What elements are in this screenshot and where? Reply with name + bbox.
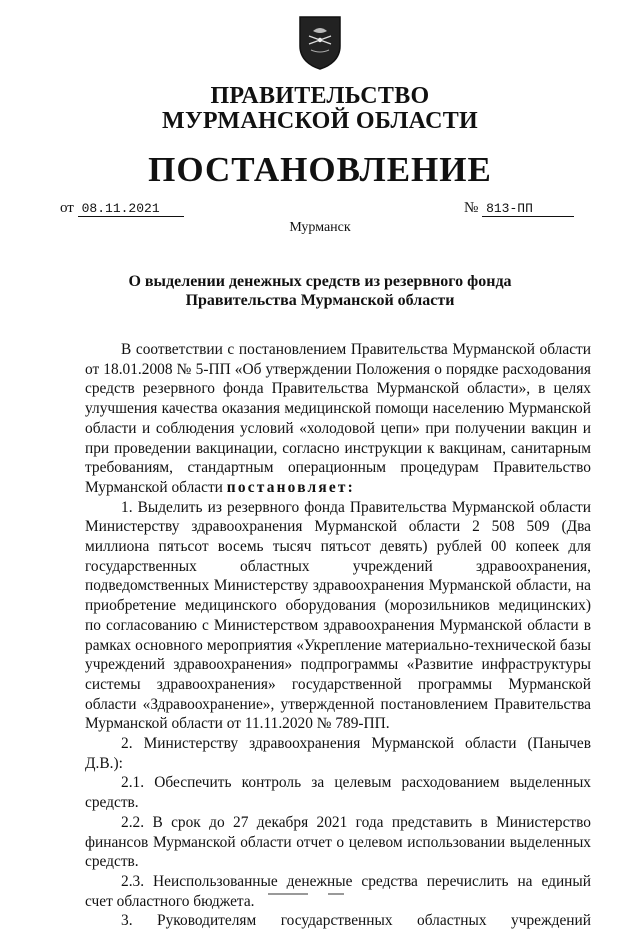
document-date [60, 200, 184, 217]
number-prefix: № [464, 200, 479, 216]
item-2-1: 2.1. Обеспечить контроль за целевым расходованием выделенных средств. [85, 774, 591, 812]
murmansk-coat-of-arms-icon [297, 14, 343, 70]
item-2-2: 2.2. В срок до 27 декабря 2021 года представить в Министерство финансов Мурманской области отчет о целевом использовании выделенных средств. [85, 813, 591, 871]
government-line-2: МУРМАНСКОЙ ОБЛАСТИ [162, 108, 478, 134]
subject-line-1: О выделении денежных средств из резервного фонда [128, 273, 512, 290]
document-subject [0, 272, 640, 310]
government-name [0, 84, 640, 134]
item-3: 3. Руководителям государственных областных учреждений [121, 912, 591, 930]
item-2: 2. Министерству здравоохранения Мурманской области (Панычев Д.В.): [85, 735, 591, 772]
subject-line-2: Правительства Мурманской области [185, 292, 455, 309]
date-value: 08.11.2021 [78, 201, 184, 217]
document-type: ПОСТАНОВЛЕНИЕ [148, 150, 492, 189]
document-body [85, 340, 591, 931]
document-number [464, 200, 574, 217]
page-bottom-mark [0, 893, 640, 896]
preamble-text: В соответствии с постановлением Правительства Мурманской области от 18.01.2008 № 5-ПП «Об утверждении Положения о порядке расходования средств резервного фонда Правительства Мурманской области», в целях улучшения качества оказания медицинской помощи населению Мурманской области и соблюдения условий «холодовой цепи» при получении вакцин и при проведении вакцинации, согласно инструкции к вакцинам, санитарным требованиям, стандартным операционным процедурам Правительство Мурманской области [85, 341, 591, 496]
number-value: 813-ПП [482, 201, 574, 217]
item-1: 1. Выделить из резервного фонда Правительства Мурманской области Министерству здравоохранения Мурманской области 2 508 509 (Два миллиона пятьсот восемь тысяч пятьсот девять) рублей 00 копеек для государственных областных учреждений здравоохранения, подведомственных Министерству здравоохранения Мурманской области, на приобретение медицинского оборудования (морозильников медицинских) по согласованию с Министерством здравоохранения Мурманской области в рамках основного мероприятия «Укрепление материально-технической базы учреждений здравоохранения» подпрограммы «Развитие инфраструктуры системы здравоохранения» государственной программы Мурманской области «Здравоохранение», утвержденной постановлением Правительства Мурманской области от 11.11.2020 № 789-ПП. [85, 498, 591, 733]
bottom-dash-right [328, 893, 344, 895]
government-line-1: ПРАВИТЕЛЬСТВО [210, 83, 430, 109]
preamble-paragraph [85, 340, 591, 498]
item-2-3: 2.3. Неиспользованные денежные средства перечислить на единый счет областного бюджета. [85, 872, 591, 910]
city-name: Мурманск [289, 220, 351, 235]
date-prefix: от [60, 200, 74, 216]
resolves-word: постановляет: [226, 478, 355, 496]
bottom-dash-left [268, 893, 308, 895]
